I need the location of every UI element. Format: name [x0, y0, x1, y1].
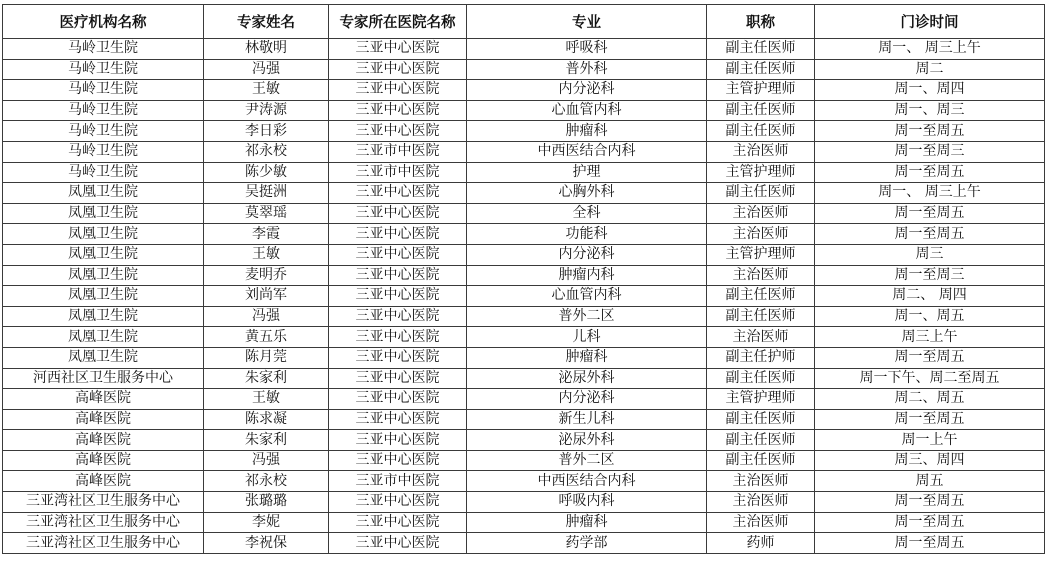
- cell-title: 副主任护师: [707, 347, 815, 368]
- table-row: [3, 59, 1045, 80]
- cell-specialty: 内分泌科: [467, 80, 707, 101]
- cell-specialty: 内分泌科: [467, 389, 707, 410]
- cell-expert-name: 祁永校: [204, 471, 329, 492]
- cell-institution: 马岭卫生院: [3, 141, 204, 162]
- cell-specialty: 肿瘤内科: [467, 265, 707, 286]
- cell-expert-hospital: 三亚中心医院: [329, 80, 467, 101]
- cell-specialty: 儿科: [467, 327, 707, 348]
- cell-expert-name: 麦明乔: [204, 265, 329, 286]
- cell-specialty: 内分泌科: [467, 244, 707, 265]
- header-institution: 医疗机构名称: [3, 5, 204, 39]
- table-row: [3, 141, 1045, 162]
- cell-institution: 马岭卫生院: [3, 80, 204, 101]
- table-row: [3, 100, 1045, 121]
- cell-institution: 凤凰卫生院: [3, 244, 204, 265]
- cell-expert-name: 陈月莞: [204, 347, 329, 368]
- cell-clinic-time: 周三上午: [815, 327, 1045, 348]
- cell-institution: 凤凰卫生院: [3, 306, 204, 327]
- cell-clinic-time: 周一至周五: [815, 512, 1045, 533]
- cell-institution: 凤凰卫生院: [3, 347, 204, 368]
- cell-title: 副主任医师: [707, 306, 815, 327]
- header-clinic-time: 门诊时间: [815, 5, 1045, 39]
- cell-institution: 马岭卫生院: [3, 100, 204, 121]
- table-row: [3, 327, 1045, 348]
- cell-title: 主管护理师: [707, 80, 815, 101]
- cell-expert-hospital: 三亚中心医院: [329, 533, 467, 554]
- cell-title: 副主任医师: [707, 368, 815, 389]
- cell-clinic-time: 周一下午、周二至周五: [815, 368, 1045, 389]
- cell-expert-hospital: 三亚中心医院: [329, 409, 467, 430]
- cell-clinic-time: 周一上午: [815, 430, 1045, 451]
- header-title: 职称: [707, 5, 815, 39]
- cell-clinic-time: 周一至周五: [815, 409, 1045, 430]
- table-row: [3, 430, 1045, 451]
- cell-expert-hospital: 三亚中心医院: [329, 59, 467, 80]
- cell-title: 副主任医师: [707, 286, 815, 307]
- table-row: [3, 265, 1045, 286]
- cell-clinic-time: 周一至周五: [815, 492, 1045, 513]
- cell-expert-hospital: 三亚中心医院: [329, 347, 467, 368]
- cell-title: 副主任医师: [707, 121, 815, 142]
- cell-expert-hospital: 三亚中心医院: [329, 327, 467, 348]
- cell-expert-hospital: 三亚中心医院: [329, 368, 467, 389]
- cell-expert-name: 李日彩: [204, 121, 329, 142]
- cell-title: 主治医师: [707, 224, 815, 245]
- cell-expert-hospital: 三亚中心医院: [329, 121, 467, 142]
- cell-expert-hospital: 三亚中心医院: [329, 203, 467, 224]
- cell-institution: 三亚湾社区卫生服务中心: [3, 492, 204, 513]
- table-row: [3, 471, 1045, 492]
- cell-clinic-time: 周一至周五: [815, 224, 1045, 245]
- cell-clinic-time: 周一至周三: [815, 141, 1045, 162]
- cell-clinic-time: 周一、周四: [815, 80, 1045, 101]
- cell-expert-name: 陈求凝: [204, 409, 329, 430]
- cell-institution: 三亚湾社区卫生服务中心: [3, 512, 204, 533]
- cell-clinic-time: 周一、周五: [815, 306, 1045, 327]
- cell-expert-name: 王敏: [204, 244, 329, 265]
- table-row: [3, 162, 1045, 183]
- cell-clinic-time: 周一至周五: [815, 347, 1045, 368]
- header-expert-hospital: 专家所在医院名称: [329, 5, 467, 39]
- table-row: [3, 80, 1045, 101]
- cell-specialty: 药学部: [467, 533, 707, 554]
- cell-specialty: 全科: [467, 203, 707, 224]
- cell-title: 副主任医师: [707, 100, 815, 121]
- cell-institution: 高峰医院: [3, 450, 204, 471]
- cell-institution: 马岭卫生院: [3, 39, 204, 60]
- cell-clinic-time: 周二、 周四: [815, 286, 1045, 307]
- cell-expert-hospital: 三亚市中医院: [329, 162, 467, 183]
- cell-institution: 三亚湾社区卫生服务中心: [3, 533, 204, 554]
- cell-expert-name: 陈少敏: [204, 162, 329, 183]
- cell-specialty: 心血管内科: [467, 286, 707, 307]
- cell-specialty: 泌尿外科: [467, 368, 707, 389]
- table-row: [3, 183, 1045, 204]
- cell-institution: 凤凰卫生院: [3, 183, 204, 204]
- cell-institution: 马岭卫生院: [3, 121, 204, 142]
- cell-expert-hospital: 三亚中心医院: [329, 450, 467, 471]
- cell-clinic-time: 周一至周三: [815, 265, 1045, 286]
- cell-title: 主治医师: [707, 471, 815, 492]
- cell-specialty: 护理: [467, 162, 707, 183]
- cell-clinic-time: 周一、 周三上午: [815, 39, 1045, 60]
- cell-expert-name: 吴挺洲: [204, 183, 329, 204]
- cell-specialty: 肿瘤科: [467, 347, 707, 368]
- cell-title: 主治医师: [707, 492, 815, 513]
- cell-institution: 高峰医院: [3, 389, 204, 410]
- table-row: [3, 203, 1045, 224]
- cell-title: 主管护理师: [707, 389, 815, 410]
- cell-clinic-time: 周一至周五: [815, 533, 1045, 554]
- cell-institution: 凤凰卫生院: [3, 265, 204, 286]
- cell-title: 主治医师: [707, 203, 815, 224]
- table-row: [3, 224, 1045, 245]
- cell-clinic-time: 周一至周五: [815, 162, 1045, 183]
- cell-clinic-time: 周三、周四: [815, 450, 1045, 471]
- table-row: [3, 121, 1045, 142]
- cell-specialty: 功能科: [467, 224, 707, 245]
- cell-expert-name: 李霞: [204, 224, 329, 245]
- table-row: [3, 409, 1045, 430]
- cell-title: 副主任医师: [707, 450, 815, 471]
- cell-expert-name: 王敏: [204, 389, 329, 410]
- cell-title: 副主任医师: [707, 409, 815, 430]
- cell-specialty: 心胸外科: [467, 183, 707, 204]
- table-row: [3, 389, 1045, 410]
- cell-specialty: 普外科: [467, 59, 707, 80]
- cell-title: 主治医师: [707, 141, 815, 162]
- cell-expert-hospital: 三亚中心医院: [329, 512, 467, 533]
- cell-expert-name: 祁永校: [204, 141, 329, 162]
- cell-specialty: 肿瘤科: [467, 512, 707, 533]
- cell-institution: 凤凰卫生院: [3, 203, 204, 224]
- cell-expert-name: 朱家利: [204, 368, 329, 389]
- table-row: [3, 347, 1045, 368]
- cell-clinic-time: 周五: [815, 471, 1045, 492]
- cell-expert-name: 李祝保: [204, 533, 329, 554]
- cell-clinic-time: 周一、周三: [815, 100, 1045, 121]
- expert-clinic-table: [2, 4, 1045, 554]
- cell-specialty: 普外二区: [467, 450, 707, 471]
- cell-expert-hospital: 三亚中心医院: [329, 492, 467, 513]
- cell-title: 主治医师: [707, 512, 815, 533]
- cell-expert-hospital: 三亚中心医院: [329, 224, 467, 245]
- cell-expert-name: 尹涛源: [204, 100, 329, 121]
- cell-specialty: 中西医结合内科: [467, 471, 707, 492]
- cell-title: 副主任医师: [707, 430, 815, 451]
- header-row: [3, 5, 1045, 39]
- cell-expert-hospital: 三亚市中医院: [329, 141, 467, 162]
- cell-expert-name: 冯强: [204, 59, 329, 80]
- cell-clinic-time: 周三: [815, 244, 1045, 265]
- table-row: [3, 512, 1045, 533]
- cell-institution: 马岭卫生院: [3, 162, 204, 183]
- header-expert-name: 专家姓名: [204, 5, 329, 39]
- cell-expert-hospital: 三亚中心医院: [329, 183, 467, 204]
- cell-specialty: 心血管内科: [467, 100, 707, 121]
- cell-title: 主治医师: [707, 327, 815, 348]
- cell-institution: 凤凰卫生院: [3, 224, 204, 245]
- cell-clinic-time: 周一至周五: [815, 203, 1045, 224]
- cell-expert-name: 李妮: [204, 512, 329, 533]
- cell-expert-hospital: 三亚中心医院: [329, 39, 467, 60]
- cell-title: 主治医师: [707, 265, 815, 286]
- cell-institution: 凤凰卫生院: [3, 286, 204, 307]
- cell-institution: 高峰医院: [3, 409, 204, 430]
- cell-clinic-time: 周二、周五: [815, 389, 1045, 410]
- cell-clinic-time: 周一、 周三上午: [815, 183, 1045, 204]
- cell-expert-hospital: 三亚市中医院: [329, 471, 467, 492]
- cell-institution: 凤凰卫生院: [3, 327, 204, 348]
- cell-expert-name: 莫翠瑶: [204, 203, 329, 224]
- table-row: [3, 492, 1045, 513]
- cell-specialty: 泌尿外科: [467, 430, 707, 451]
- cell-expert-hospital: 三亚中心医院: [329, 100, 467, 121]
- cell-title: 副主任医师: [707, 183, 815, 204]
- cell-expert-name: 冯强: [204, 306, 329, 327]
- cell-specialty: 普外二区: [467, 306, 707, 327]
- cell-expert-name: 冯强: [204, 450, 329, 471]
- cell-clinic-time: 周一至周五: [815, 121, 1045, 142]
- cell-expert-name: 朱家利: [204, 430, 329, 451]
- cell-expert-name: 张璐璐: [204, 492, 329, 513]
- table-row: [3, 286, 1045, 307]
- cell-expert-hospital: 三亚中心医院: [329, 265, 467, 286]
- cell-clinic-time: 周二: [815, 59, 1045, 80]
- cell-expert-hospital: 三亚中心医院: [329, 286, 467, 307]
- table-row: [3, 450, 1045, 471]
- table-row: [3, 39, 1045, 60]
- table-row: [3, 533, 1045, 554]
- cell-title: 副主任医师: [707, 59, 815, 80]
- cell-title: 药师: [707, 533, 815, 554]
- cell-institution: 高峰医院: [3, 471, 204, 492]
- cell-specialty: 呼吸内科: [467, 492, 707, 513]
- cell-specialty: 呼吸科: [467, 39, 707, 60]
- table-body: [3, 39, 1045, 554]
- table-row: [3, 306, 1045, 327]
- cell-institution: 河西社区卫生服务中心: [3, 368, 204, 389]
- cell-expert-name: 刘尚军: [204, 286, 329, 307]
- cell-title: 主管护理师: [707, 162, 815, 183]
- cell-title: 主管护理师: [707, 244, 815, 265]
- cell-expert-name: 林敬明: [204, 39, 329, 60]
- cell-expert-name: 黄五乐: [204, 327, 329, 348]
- cell-expert-name: 王敏: [204, 80, 329, 101]
- table-row: [3, 244, 1045, 265]
- cell-expert-hospital: 三亚中心医院: [329, 306, 467, 327]
- cell-specialty: 新生儿科: [467, 409, 707, 430]
- cell-expert-hospital: 三亚中心医院: [329, 244, 467, 265]
- cell-institution: 马岭卫生院: [3, 59, 204, 80]
- cell-title: 副主任医师: [707, 39, 815, 60]
- cell-specialty: 肿瘤科: [467, 121, 707, 142]
- cell-expert-hospital: 三亚中心医院: [329, 430, 467, 451]
- cell-expert-hospital: 三亚中心医院: [329, 389, 467, 410]
- cell-specialty: 中西医结合内科: [467, 141, 707, 162]
- cell-institution: 高峰医院: [3, 430, 204, 451]
- table-header: [3, 5, 1045, 39]
- table-row: [3, 368, 1045, 389]
- header-specialty: 专业: [467, 5, 707, 39]
